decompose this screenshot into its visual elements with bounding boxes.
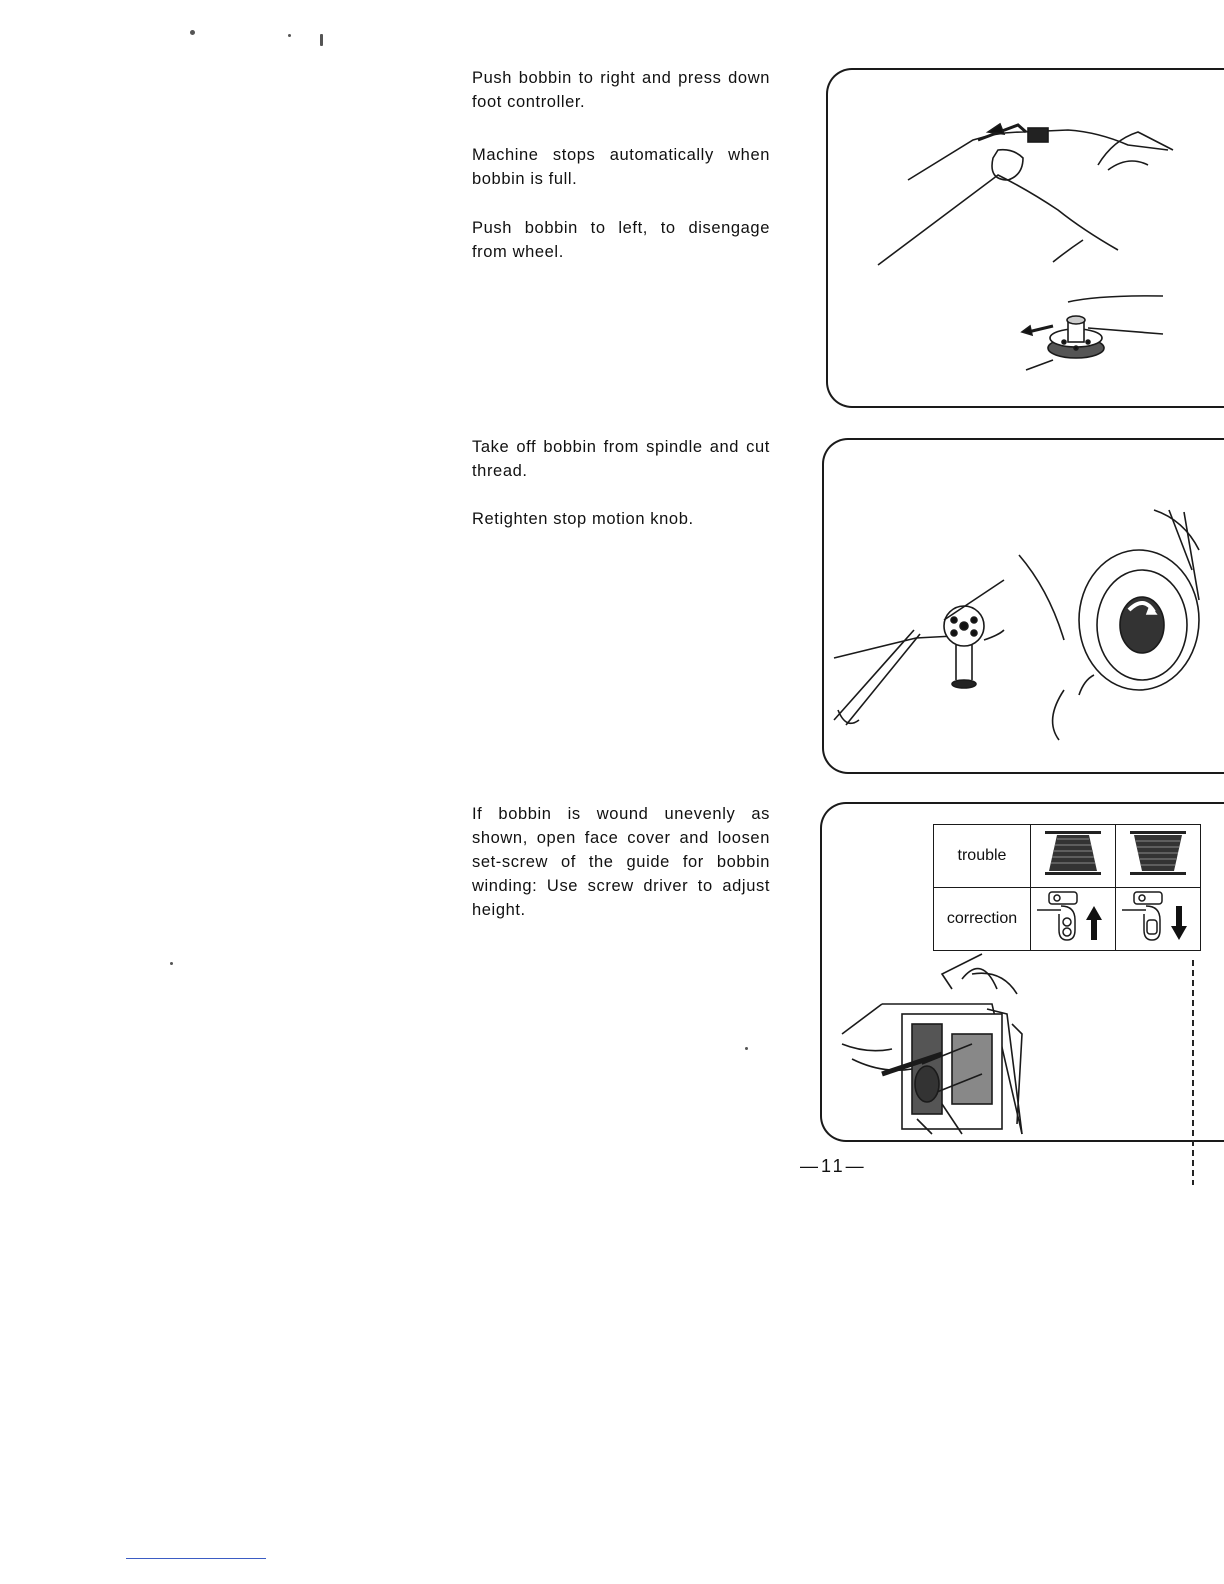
cut-thread-retighten-knob-illustration — [822, 438, 1224, 774]
scan-speck — [288, 34, 291, 37]
step1-instruction-auto-stop: Machine stops automatically when bobbin is full. — [472, 146, 770, 188]
lower-guide-arrow-down-icon — [1116, 888, 1201, 951]
table-row-correction — [934, 888, 1201, 951]
raise-guide-arrow-up-icon — [1031, 888, 1116, 951]
scan-speck — [170, 962, 173, 965]
table-label-trouble: trouble — [934, 825, 1031, 888]
bottom-rule — [126, 1558, 266, 1559]
scan-speck — [320, 34, 323, 46]
cut-thread-retighten-knob-drawing — [824, 440, 1224, 772]
step3-instruction-adjust-guide: If bobbin is wound unevenly as shown, open face cover and loosen set-screw of the guide for bobbin winding: Use screw driver to adjust height. — [472, 805, 770, 919]
page-number: —11— — [800, 1156, 867, 1176]
step1-instruction-push-left: Push bobbin to left, to disengage from wheel. — [472, 219, 770, 261]
push-bobbin-right-illustration — [826, 68, 1224, 408]
push-bobbin-right-drawing — [828, 70, 1224, 406]
uneven-bobbin-wide-top-icon — [1116, 825, 1201, 888]
step1-instruction-push-right: Push bobbin to right and press down foot controller. — [472, 69, 770, 111]
table-label-correction: correction — [934, 888, 1031, 951]
scan-speck — [190, 30, 195, 35]
table-row-trouble — [934, 825, 1201, 888]
bobbin-adjustment-table — [933, 824, 1201, 951]
scan-edge-mark — [1192, 960, 1194, 1185]
step2-instruction-retighten-knob: Retighten stop motion knob. — [472, 510, 694, 528]
uneven-bobbin-wide-bottom-icon — [1031, 825, 1116, 888]
step2-instruction-take-off-bobbin: Take off bobbin from spindle and cut thread. — [472, 438, 770, 480]
scan-speck — [745, 1047, 748, 1050]
